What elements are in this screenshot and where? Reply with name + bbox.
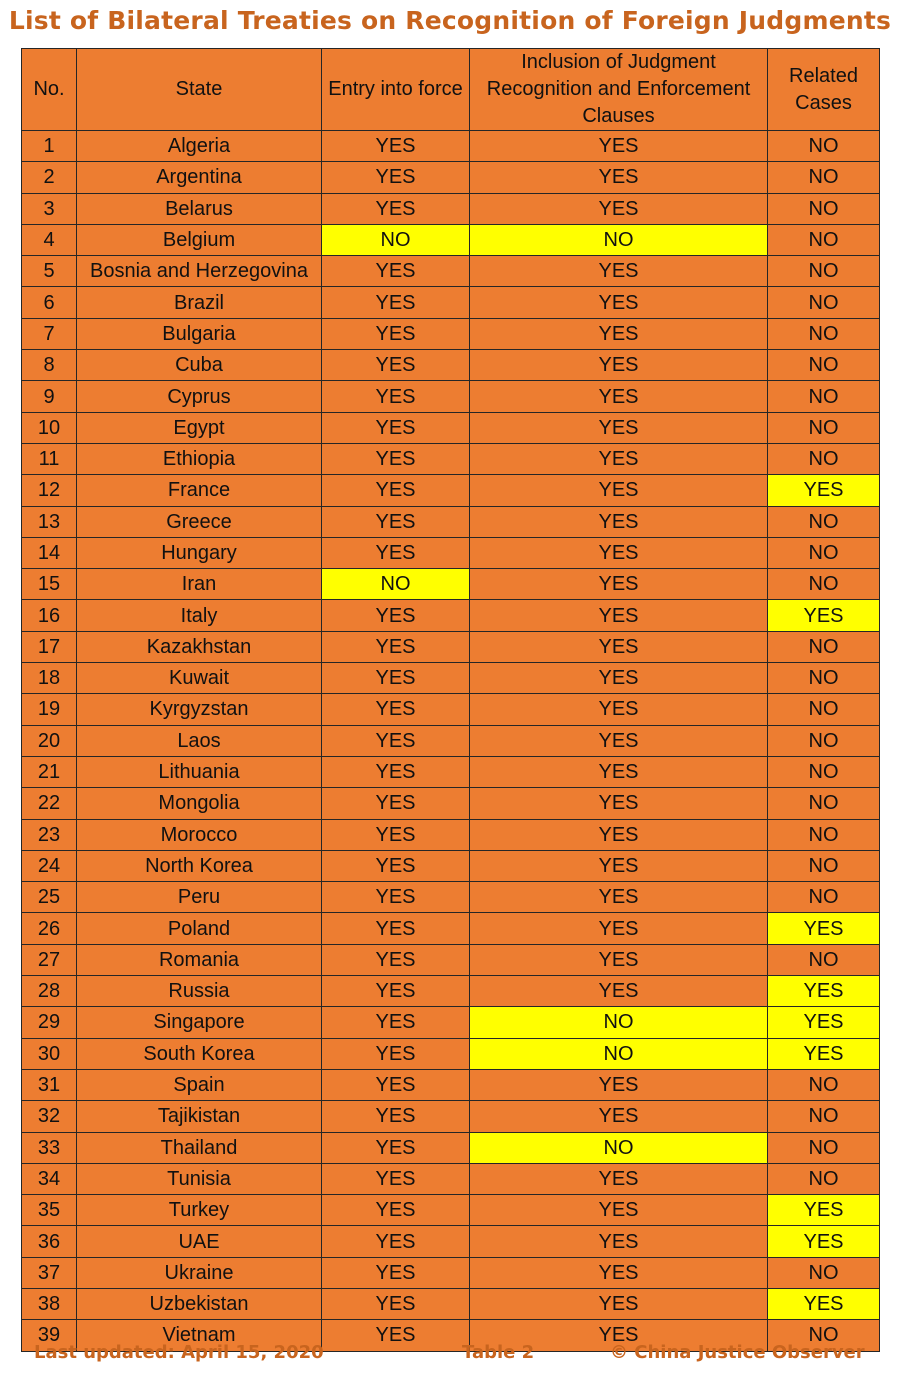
cell-entry-into-force: YES bbox=[322, 412, 470, 443]
cell-inclusion-clauses: YES bbox=[470, 725, 768, 756]
cell-state: Egypt bbox=[77, 412, 322, 443]
table-row bbox=[22, 850, 880, 881]
table-row bbox=[22, 882, 880, 913]
table-row bbox=[22, 475, 880, 506]
cell-entry-into-force: YES bbox=[322, 1257, 470, 1288]
cell-inclusion-clauses: YES bbox=[470, 850, 768, 881]
cell-inclusion-clauses: YES bbox=[470, 1320, 768, 1351]
cell-inclusion-clauses: YES bbox=[470, 1288, 768, 1319]
cell-no: 12 bbox=[22, 475, 77, 506]
cell-state: North Korea bbox=[77, 850, 322, 881]
cell-no: 11 bbox=[22, 443, 77, 474]
cell-related-cases: YES bbox=[768, 1226, 880, 1257]
cell-state: Poland bbox=[77, 913, 322, 944]
table-row bbox=[22, 725, 880, 756]
cell-state: Hungary bbox=[77, 537, 322, 568]
cell-no: 36 bbox=[22, 1226, 77, 1257]
cell-entry-into-force: YES bbox=[322, 913, 470, 944]
cell-related-cases: NO bbox=[768, 1163, 880, 1194]
table-row bbox=[22, 1195, 880, 1226]
cell-state: Laos bbox=[77, 725, 322, 756]
table-row bbox=[22, 1101, 880, 1132]
cell-entry-into-force: YES bbox=[322, 1101, 470, 1132]
cell-related-cases: NO bbox=[768, 350, 880, 381]
table-row bbox=[22, 944, 880, 975]
cell-inclusion-clauses: YES bbox=[470, 318, 768, 349]
table-row bbox=[22, 756, 880, 787]
table-row bbox=[22, 224, 880, 255]
cell-no: 8 bbox=[22, 350, 77, 381]
cell-inclusion-clauses: YES bbox=[470, 882, 768, 913]
table-row bbox=[22, 976, 880, 1007]
table-row bbox=[22, 694, 880, 725]
cell-inclusion-clauses: YES bbox=[470, 663, 768, 694]
cell-entry-into-force: YES bbox=[322, 318, 470, 349]
cell-entry-into-force: YES bbox=[322, 663, 470, 694]
cell-related-cases: NO bbox=[768, 256, 880, 287]
cell-entry-into-force: YES bbox=[322, 1007, 470, 1038]
cell-state: France bbox=[77, 475, 322, 506]
table-row bbox=[22, 913, 880, 944]
cell-no: 25 bbox=[22, 882, 77, 913]
cell-entry-into-force: YES bbox=[322, 694, 470, 725]
table-row bbox=[22, 1069, 880, 1100]
cell-state: Lithuania bbox=[77, 756, 322, 787]
cell-no: 7 bbox=[22, 318, 77, 349]
cell-state: Bulgaria bbox=[77, 318, 322, 349]
cell-no: 19 bbox=[22, 694, 77, 725]
cell-entry-into-force: YES bbox=[322, 475, 470, 506]
cell-no: 21 bbox=[22, 756, 77, 787]
cell-state: Tajikistan bbox=[77, 1101, 322, 1132]
cell-no: 4 bbox=[22, 224, 77, 255]
table-row bbox=[22, 506, 880, 537]
table-row bbox=[22, 193, 880, 224]
table-row bbox=[22, 381, 880, 412]
cell-state: Mongolia bbox=[77, 788, 322, 819]
cell-related-cases: NO bbox=[768, 663, 880, 694]
cell-inclusion-clauses: YES bbox=[470, 287, 768, 318]
cell-state: Belgium bbox=[77, 224, 322, 255]
cell-entry-into-force: YES bbox=[322, 1069, 470, 1100]
cell-inclusion-clauses: YES bbox=[470, 1069, 768, 1100]
cell-related-cases: NO bbox=[768, 412, 880, 443]
cell-inclusion-clauses: YES bbox=[470, 443, 768, 474]
cell-no: 9 bbox=[22, 381, 77, 412]
cell-state: Kuwait bbox=[77, 663, 322, 694]
cell-entry-into-force: YES bbox=[322, 788, 470, 819]
table-row bbox=[22, 1163, 880, 1194]
cell-related-cases: NO bbox=[768, 756, 880, 787]
cell-entry-into-force: YES bbox=[322, 1226, 470, 1257]
cell-entry-into-force: YES bbox=[322, 162, 470, 193]
cell-entry-into-force: YES bbox=[322, 600, 470, 631]
cell-state: Belarus bbox=[77, 193, 322, 224]
cell-entry-into-force: YES bbox=[322, 1038, 470, 1069]
table-row bbox=[22, 631, 880, 662]
cell-state: Bosnia and Herzegovina bbox=[77, 256, 322, 287]
cell-entry-into-force: YES bbox=[322, 287, 470, 318]
cell-entry-into-force: YES bbox=[322, 443, 470, 474]
cell-no: 39 bbox=[22, 1320, 77, 1351]
cell-related-cases: YES bbox=[768, 1288, 880, 1319]
cell-related-cases: NO bbox=[768, 1320, 880, 1351]
cell-no: 34 bbox=[22, 1163, 77, 1194]
cell-no: 24 bbox=[22, 850, 77, 881]
cell-inclusion-clauses: YES bbox=[470, 819, 768, 850]
cell-related-cases: YES bbox=[768, 1195, 880, 1226]
cell-related-cases: YES bbox=[768, 913, 880, 944]
cell-state: Italy bbox=[77, 600, 322, 631]
cell-entry-into-force: YES bbox=[322, 1288, 470, 1319]
cell-state: Kyrgyzstan bbox=[77, 694, 322, 725]
cell-entry-into-force: YES bbox=[322, 725, 470, 756]
table-row bbox=[22, 287, 880, 318]
cell-related-cases: YES bbox=[768, 475, 880, 506]
cell-no: 22 bbox=[22, 788, 77, 819]
cell-inclusion-clauses: YES bbox=[470, 475, 768, 506]
cell-state: Ethiopia bbox=[77, 443, 322, 474]
cell-entry-into-force: YES bbox=[322, 193, 470, 224]
cell-no: 5 bbox=[22, 256, 77, 287]
cell-state: Spain bbox=[77, 1069, 322, 1100]
table-row bbox=[22, 1132, 880, 1163]
cell-related-cases: NO bbox=[768, 1101, 880, 1132]
header-no: No. bbox=[22, 49, 77, 131]
cell-state: Kazakhstan bbox=[77, 631, 322, 662]
cell-state: Iran bbox=[77, 569, 322, 600]
cell-state: Argentina bbox=[77, 162, 322, 193]
table-row bbox=[22, 1226, 880, 1257]
last-updated: Last updated: April 15, 2020 bbox=[34, 1342, 324, 1363]
cell-entry-into-force: YES bbox=[322, 1195, 470, 1226]
cell-entry-into-force: YES bbox=[322, 882, 470, 913]
header-related-cases: Related Cases bbox=[768, 49, 880, 131]
table-row bbox=[22, 443, 880, 474]
cell-no: 1 bbox=[22, 131, 77, 162]
cell-inclusion-clauses: NO bbox=[470, 1038, 768, 1069]
cell-no: 26 bbox=[22, 913, 77, 944]
table-row bbox=[22, 1007, 880, 1038]
cell-entry-into-force: YES bbox=[322, 756, 470, 787]
cell-inclusion-clauses: YES bbox=[470, 193, 768, 224]
cell-entry-into-force: YES bbox=[322, 1320, 470, 1351]
cell-inclusion-clauses: YES bbox=[470, 569, 768, 600]
header-inclusion-clauses: Inclusion of Judgment Recognition and Enforcement Clauses bbox=[470, 49, 768, 131]
cell-related-cases: YES bbox=[768, 976, 880, 1007]
cell-related-cases: NO bbox=[768, 882, 880, 913]
cell-related-cases: NO bbox=[768, 944, 880, 975]
cell-entry-into-force: NO bbox=[322, 224, 470, 255]
cell-state: Thailand bbox=[77, 1132, 322, 1163]
cell-entry-into-force: YES bbox=[322, 506, 470, 537]
cell-no: 31 bbox=[22, 1069, 77, 1100]
cell-related-cases: NO bbox=[768, 318, 880, 349]
cell-related-cases: NO bbox=[768, 1069, 880, 1100]
cell-entry-into-force: YES bbox=[322, 256, 470, 287]
cell-no: 30 bbox=[22, 1038, 77, 1069]
cell-related-cases: NO bbox=[768, 131, 880, 162]
cell-related-cases: NO bbox=[768, 537, 880, 568]
cell-related-cases: YES bbox=[768, 600, 880, 631]
cell-related-cases: NO bbox=[768, 819, 880, 850]
cell-inclusion-clauses: YES bbox=[470, 1101, 768, 1132]
table-row bbox=[22, 256, 880, 287]
cell-no: 35 bbox=[22, 1195, 77, 1226]
cell-related-cases: NO bbox=[768, 1257, 880, 1288]
cell-no: 17 bbox=[22, 631, 77, 662]
table-row bbox=[22, 162, 880, 193]
cell-state: Peru bbox=[77, 882, 322, 913]
cell-state: Turkey bbox=[77, 1195, 322, 1226]
cell-entry-into-force: YES bbox=[322, 850, 470, 881]
cell-related-cases: NO bbox=[768, 569, 880, 600]
cell-state: Vietnam bbox=[77, 1320, 322, 1351]
cell-inclusion-clauses: YES bbox=[470, 976, 768, 1007]
cell-no: 14 bbox=[22, 537, 77, 568]
cell-inclusion-clauses: YES bbox=[470, 1163, 768, 1194]
cell-entry-into-force: YES bbox=[322, 381, 470, 412]
table-row bbox=[22, 318, 880, 349]
cell-state: Brazil bbox=[77, 287, 322, 318]
cell-no: 27 bbox=[22, 944, 77, 975]
cell-inclusion-clauses: YES bbox=[470, 162, 768, 193]
cell-entry-into-force: YES bbox=[322, 537, 470, 568]
cell-inclusion-clauses: YES bbox=[470, 537, 768, 568]
cell-no: 2 bbox=[22, 162, 77, 193]
cell-related-cases: NO bbox=[768, 162, 880, 193]
cell-inclusion-clauses: YES bbox=[470, 381, 768, 412]
cell-related-cases: YES bbox=[768, 1038, 880, 1069]
cell-inclusion-clauses: YES bbox=[470, 350, 768, 381]
cell-related-cases: NO bbox=[768, 506, 880, 537]
cell-inclusion-clauses: NO bbox=[470, 1007, 768, 1038]
cell-related-cases: NO bbox=[768, 224, 880, 255]
table-header-row bbox=[22, 49, 880, 131]
table-row bbox=[22, 569, 880, 600]
cell-entry-into-force: YES bbox=[322, 631, 470, 662]
cell-entry-into-force: NO bbox=[322, 569, 470, 600]
cell-no: 18 bbox=[22, 663, 77, 694]
cell-no: 20 bbox=[22, 725, 77, 756]
cell-related-cases: NO bbox=[768, 850, 880, 881]
header-entry-into-force: Entry into force bbox=[322, 49, 470, 131]
cell-state: Romania bbox=[77, 944, 322, 975]
cell-inclusion-clauses: YES bbox=[470, 506, 768, 537]
table-row bbox=[22, 412, 880, 443]
cell-state: Cuba bbox=[77, 350, 322, 381]
cell-related-cases: NO bbox=[768, 788, 880, 819]
cell-state: Morocco bbox=[77, 819, 322, 850]
cell-inclusion-clauses: YES bbox=[470, 600, 768, 631]
cell-no: 10 bbox=[22, 412, 77, 443]
cell-inclusion-clauses: YES bbox=[470, 788, 768, 819]
table-row bbox=[22, 788, 880, 819]
cell-related-cases: NO bbox=[768, 193, 880, 224]
cell-entry-into-force: YES bbox=[322, 1163, 470, 1194]
cell-state: Uzbekistan bbox=[77, 1288, 322, 1319]
table-row bbox=[22, 663, 880, 694]
cell-entry-into-force: YES bbox=[322, 944, 470, 975]
cell-inclusion-clauses: NO bbox=[470, 1132, 768, 1163]
cell-state: Singapore bbox=[77, 1007, 322, 1038]
cell-related-cases: NO bbox=[768, 1132, 880, 1163]
cell-no: 33 bbox=[22, 1132, 77, 1163]
cell-inclusion-clauses: YES bbox=[470, 1257, 768, 1288]
cell-inclusion-clauses: YES bbox=[470, 913, 768, 944]
cell-entry-into-force: YES bbox=[322, 350, 470, 381]
treaty-table bbox=[21, 48, 880, 1352]
cell-state: Russia bbox=[77, 976, 322, 1007]
cell-related-cases: YES bbox=[768, 1007, 880, 1038]
cell-related-cases: NO bbox=[768, 443, 880, 474]
cell-no: 38 bbox=[22, 1288, 77, 1319]
cell-inclusion-clauses: YES bbox=[470, 1226, 768, 1257]
cell-related-cases: NO bbox=[768, 287, 880, 318]
cell-state: UAE bbox=[77, 1226, 322, 1257]
table-row bbox=[22, 1038, 880, 1069]
cell-no: 15 bbox=[22, 569, 77, 600]
cell-no: 3 bbox=[22, 193, 77, 224]
table-row bbox=[22, 600, 880, 631]
table-row bbox=[22, 1257, 880, 1288]
cell-inclusion-clauses: YES bbox=[470, 412, 768, 443]
table-row bbox=[22, 131, 880, 162]
table-row bbox=[22, 537, 880, 568]
cell-entry-into-force: YES bbox=[322, 1132, 470, 1163]
cell-state: South Korea bbox=[77, 1038, 322, 1069]
cell-no: 23 bbox=[22, 819, 77, 850]
cell-inclusion-clauses: YES bbox=[470, 694, 768, 725]
table-row bbox=[22, 819, 880, 850]
cell-no: 29 bbox=[22, 1007, 77, 1038]
cell-inclusion-clauses: YES bbox=[470, 256, 768, 287]
header-state: State bbox=[77, 49, 322, 131]
cell-no: 16 bbox=[22, 600, 77, 631]
cell-entry-into-force: YES bbox=[322, 976, 470, 1007]
copyright: © China Justice Observer bbox=[610, 1342, 865, 1363]
cell-state: Cyprus bbox=[77, 381, 322, 412]
cell-no: 6 bbox=[22, 287, 77, 318]
table-label: Table 2 bbox=[462, 1342, 535, 1363]
cell-inclusion-clauses: YES bbox=[470, 944, 768, 975]
cell-entry-into-force: YES bbox=[322, 131, 470, 162]
cell-inclusion-clauses: YES bbox=[470, 131, 768, 162]
cell-related-cases: NO bbox=[768, 381, 880, 412]
cell-inclusion-clauses: NO bbox=[470, 224, 768, 255]
cell-related-cases: NO bbox=[768, 694, 880, 725]
cell-no: 32 bbox=[22, 1101, 77, 1132]
cell-inclusion-clauses: YES bbox=[470, 631, 768, 662]
table-row bbox=[22, 1288, 880, 1319]
cell-related-cases: NO bbox=[768, 725, 880, 756]
cell-no: 28 bbox=[22, 976, 77, 1007]
cell-state: Greece bbox=[77, 506, 322, 537]
table-row bbox=[22, 350, 880, 381]
cell-inclusion-clauses: YES bbox=[470, 756, 768, 787]
cell-related-cases: NO bbox=[768, 631, 880, 662]
cell-state: Algeria bbox=[77, 131, 322, 162]
cell-entry-into-force: YES bbox=[322, 819, 470, 850]
page-title: List of Bilateral Treaties on Recognition of Foreign Judgments bbox=[8, 6, 892, 35]
cell-state: Tunisia bbox=[77, 1163, 322, 1194]
cell-no: 37 bbox=[22, 1257, 77, 1288]
cell-no: 13 bbox=[22, 506, 77, 537]
cell-inclusion-clauses: YES bbox=[470, 1195, 768, 1226]
cell-state: Ukraine bbox=[77, 1257, 322, 1288]
